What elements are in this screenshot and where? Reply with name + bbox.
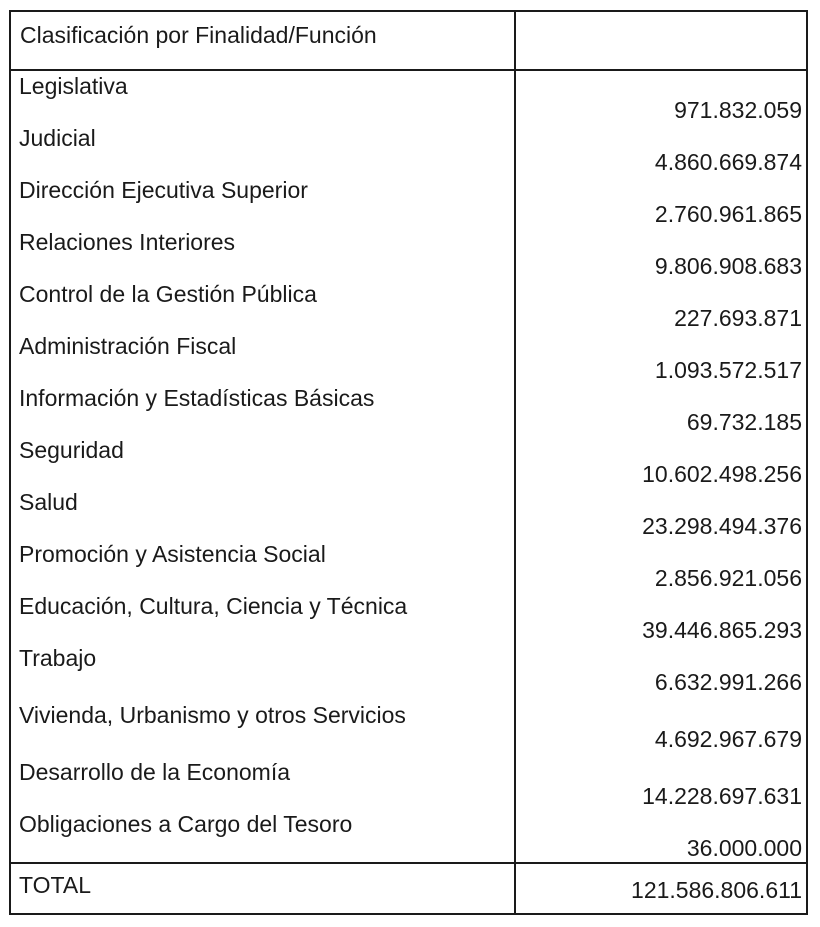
row-amount: 2.760.961.865 (654, 201, 802, 227)
row-amount: 10.602.498.256 (642, 461, 802, 487)
table-row (11, 702, 806, 754)
row-label: Vivienda, Urbanismo y otros Servicios (19, 702, 406, 728)
table-row (11, 229, 806, 281)
table-row (11, 759, 806, 811)
header-divider (11, 69, 806, 71)
row-label: Control de la Gestión Pública (19, 281, 317, 307)
row-amount: 9.806.908.683 (654, 253, 802, 279)
row-amount: 39.446.865.293 (642, 617, 802, 643)
row-amount: 4.692.967.679 (654, 726, 802, 752)
row-label: Dirección Ejecutiva Superior (19, 177, 308, 203)
row-amount: 971.832.059 (674, 97, 802, 123)
header-classification: Clasificación por Finalidad/Función (20, 22, 377, 48)
row-label: Obligaciones a Cargo del Tesoro (19, 811, 353, 837)
table-row (11, 541, 806, 593)
row-label: Información y Estadísticas Básicas (19, 385, 375, 411)
row-amount: 227.693.871 (674, 305, 802, 331)
row-label: Educación, Cultura, Ciencia y Técnica (19, 593, 408, 619)
budget-table (9, 10, 808, 915)
table-row (11, 437, 806, 489)
row-amount: 69.732.185 (686, 409, 802, 435)
table-row (11, 281, 806, 333)
row-label: Legislativa (19, 73, 128, 99)
row-label: Promoción y Asistencia Social (19, 541, 326, 567)
table-row (11, 593, 806, 645)
table-row (11, 811, 806, 863)
table-row (11, 385, 806, 437)
row-label: Salud (19, 489, 78, 515)
table-row (11, 333, 806, 385)
table-row (11, 645, 806, 697)
row-label: Judicial (19, 125, 96, 151)
table-row (11, 73, 806, 125)
row-label: Trabajo (19, 645, 97, 671)
row-amount: 6.632.991.266 (654, 669, 802, 695)
row-amount: 23.298.494.376 (642, 513, 802, 539)
table-row (11, 489, 806, 541)
row-amount: 2.856.921.056 (654, 565, 802, 591)
row-label: Desarrollo de la Economía (19, 759, 291, 785)
total-amount: 121.586.806.611 (631, 877, 802, 903)
row-amount: 14.228.697.631 (642, 783, 802, 809)
row-amount: 36.000.000 (686, 835, 802, 861)
total-label: TOTAL (19, 872, 91, 898)
row-label: Administración Fiscal (19, 333, 237, 359)
row-amount: 1.093.572.517 (654, 357, 802, 383)
table-row (11, 177, 806, 229)
table-row (11, 125, 806, 177)
row-amount: 4.860.669.874 (654, 149, 802, 175)
row-label: Seguridad (19, 437, 124, 463)
row-label: Relaciones Interiores (19, 229, 236, 255)
